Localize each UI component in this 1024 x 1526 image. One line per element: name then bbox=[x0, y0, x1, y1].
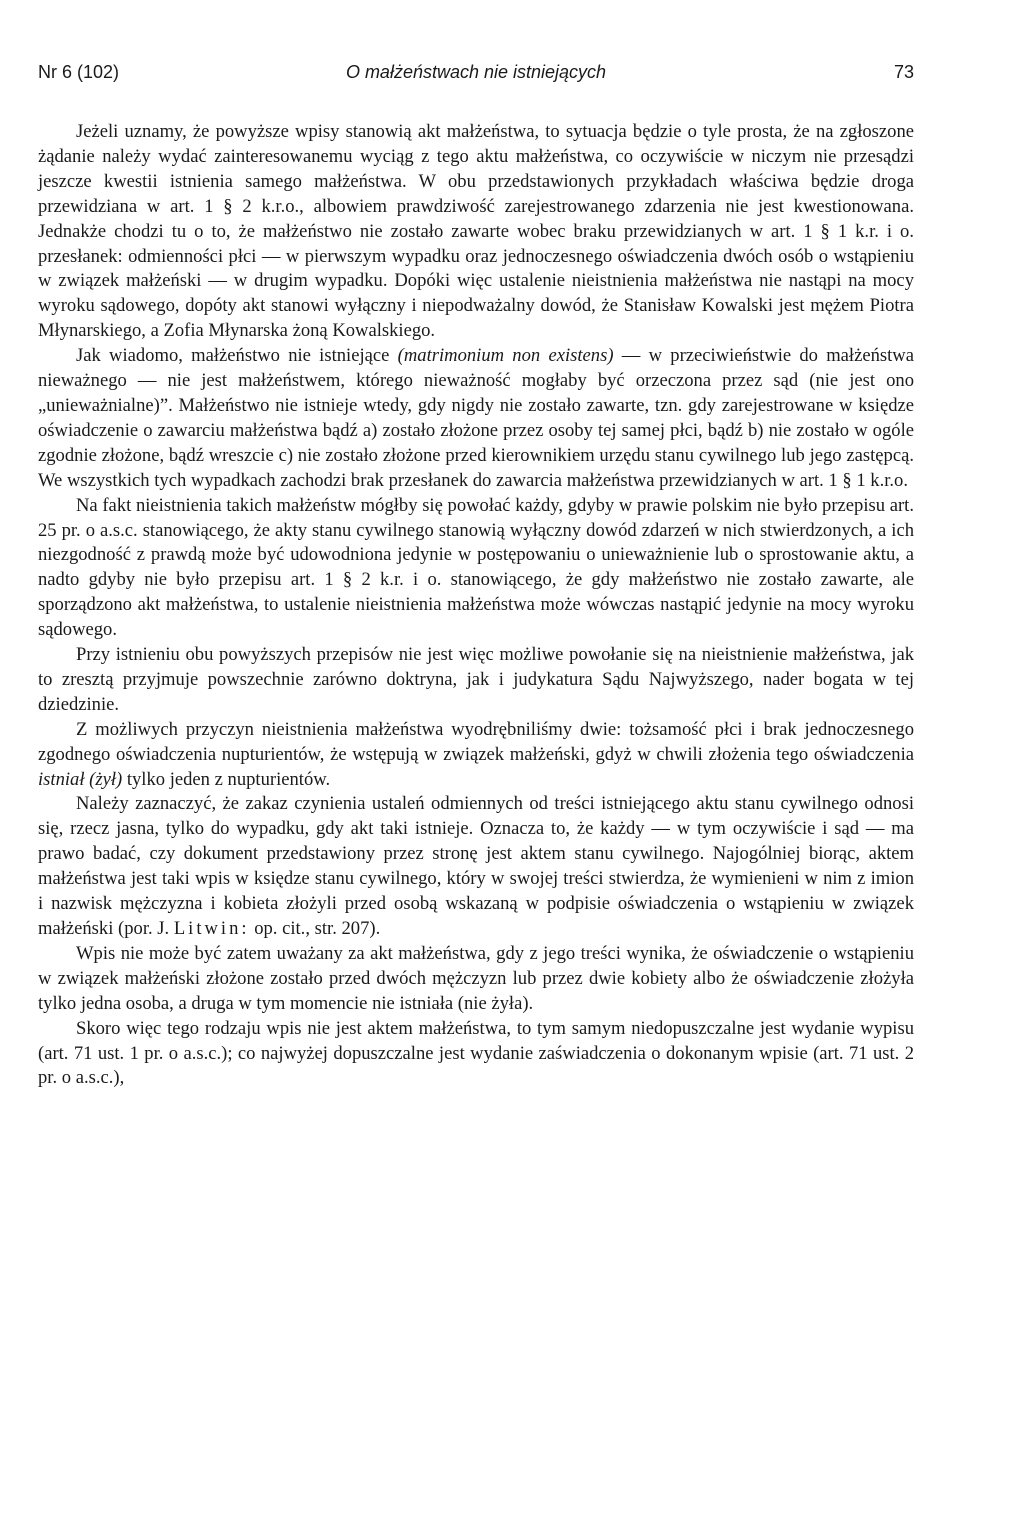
cited-author: Litwin: bbox=[173, 918, 250, 939]
running-header bbox=[38, 62, 914, 92]
paragraph-8-text: Skoro więc tego rodzaju wpis nie jest aktem małżeństwa, to tym samym niedopuszczalne jest wydanie wypisu (art. 71 ust. 1 pr. o a.s.c.); co najwyżej dopuszczalne jest wydanie zaświadczenia o dokonanym wpisie (art. 71 ust. 2 pr. o a.s.c.), bbox=[38, 1017, 914, 1089]
paragraph-8 bbox=[38, 1017, 914, 1092]
paragraph-7-text: Wpis nie może być zatem uważany za akt małżeństwa, gdy z jego treści wynika, że oświadczenie o wstąpieniu w związek małżeński złożone zostało przed dwóch mężczyzn lub przez dwie kobiety albo że oświadczenie złożyła tylko jedna osoba, a druga w tym momencie nie istniała (nie żyła). bbox=[38, 942, 914, 1014]
paragraph-6-text-a: Należy zaznaczyć, że zakaz czynienia ustaleń odmiennych od treści istniejącego aktu stanu cywilnego odnosi się, rzecz jasna, tylko do wypadku, gdy akt taki istnieje. Oznacza to, że każdy — w tym oczywiście i sąd — ma prawo badać, czy dokument przedstawiony przez stronę jest aktem stanu cywilnego. Najogólniej biorąc, aktem małżeństwa jest taki wpis w księdze stanu cywilnego, który w swojej treści stwierdza, że wymienieni w nim z imion i nazwisk mężczyzna i kobieta złożyli przed osobą wskazaną w podpisie oświadczenia o wstąpieniu w związek małżeński (por. J. bbox=[38, 793, 914, 939]
running-title: O małżeństwach nie istniejących bbox=[345, 62, 607, 82]
emphasis-text: istniał (żył) bbox=[38, 768, 123, 790]
paragraph-2-text-b: — w przeciwieństwie do małżeństwa nieważnego — nie jest małżeństwem, którego nieważność mogłaby być orzeczona przez sąd (nie jest ono „unieważnialne)”. Małżeństwo nie istnieje wtedy, gdy nigdy nie zostało zawarte, tzn. gdy zarejestrowane w księdze oświadczenie o zawarciu małżeństwa bądź a) zostało złożone przez osoby tej samej płci, bądź b) nie zostało w ogóle zgodnie złożone, bądź wreszcie c) nie zostało złożone przed kierownikiem urzędu stanu cywilnego lub jego zastępcą. We wszystkich tych wypadkach zachodzi brak przesłanek do zawarcia małżeństwa przewidzianych w art. 1 § 1 k.r.o. bbox=[38, 345, 914, 491]
paragraph-4 bbox=[38, 643, 914, 718]
paragraph-2-text-a: Jak wiadomo, małżeństwo nie istniejące bbox=[76, 345, 398, 367]
page-number: 73 bbox=[893, 62, 914, 82]
paragraph-5-text-b: tylko jeden z nupturientów. bbox=[122, 768, 331, 790]
paragraph-4-text: Przy istnieniu obu powyższych przepisów nie jest więc możliwe powołanie się na nieistnienie małżeństwa, jak to zresztą przyjmuje powszechnie zarówno doktryna, jak i judykatura Sądu Najwyższego, nader bogata w tej dziedzinie. bbox=[38, 644, 914, 715]
issue-number: Nr 6 (102) bbox=[38, 62, 120, 82]
paragraph-2 bbox=[38, 344, 914, 493]
paragraph-3-text: Na fakt nieistnienia takich małżeństw mógłby się powołać każdy, gdyby w prawie polskim nie było przepisu art. 25 pr. o a.s.c. stanowiącego, że akty stanu cywilnego stanowią wyłączny dowód zdarzeń w nich stwierdzonych, a ich niezgodność z prawdą może być udowodniona jedynie w postępowaniu o unieważnienie lub o sprostowanie aktu, a nadto gdyby nie było przepisu art. 1 § 2 k.r. i o. stanowiącego, że gdy małżeństwo nie zostało zawarte, ale sporządzono akt małżeństwa, to ustalenie nieistnienia małżeństwa może wówczas nastąpić jedynie na mocy wyroku sądowego. bbox=[38, 494, 914, 641]
paragraph-5 bbox=[38, 718, 914, 793]
paragraph-5-text-a: Z możliwych przyczyn nieistnienia małżeństwa wyodrębniliśmy dwie: tożsamość płci i brak jednoczesnego zgodnego oświadczenia nupturientów, że wstępują w związek małżeński, gdyż w chwili złożenia tego oświadczenia bbox=[38, 718, 914, 765]
paragraph-6-text-b: op. cit., str. 207). bbox=[249, 918, 381, 939]
paragraph-7 bbox=[38, 942, 914, 1017]
paragraph-3 bbox=[38, 494, 914, 643]
article-body bbox=[38, 120, 914, 1091]
paragraph-1 bbox=[38, 120, 914, 344]
paragraph-1-text: Jeżeli uznamy, że powyższe wpisy stanowią akt małżeństwa, to sytuacja będzie o tyle prosta, że na zgłoszone żądanie należy wydać zainteresowanemu wyciąg z tego aktu małżeństwa, co oczywiście w niczym nie przesądzi jeszcze kwestii istnienia samego małżeństwa. W obu przedstawionych przykładach właściwa będzie droga przewidziana w art. 1 § 2 k.r.o., albowiem prawdziwość zarejestrowanego zdarzenia nie jest kwestionowana. Jednakże chodzi tu o to, że małżeństwo nie zostało zawarte wobec braku przewidzianych w art. 1 § 1 k.r. i o. przesłanek: odmienności płci — w pierwszym wypadku oraz jednoczesnego oświadczenia dwóch osób o wstąpieniu w związek małżeński — w drugim wypadku. Dopóki więc ustalenie nieistnienia małżeństwa nie nastąpi na mocy wyroku sądowego, dopóty akt stanowi wyłączny i niepodważalny dowód, że Stanisław Kowalski jest mężem Piotra Młynarskiego, a Zofia Młynarska żoną Kowalskiego. bbox=[38, 121, 914, 342]
latin-term: (matrimonium non existens) bbox=[397, 345, 614, 367]
paragraph-6 bbox=[38, 792, 914, 941]
